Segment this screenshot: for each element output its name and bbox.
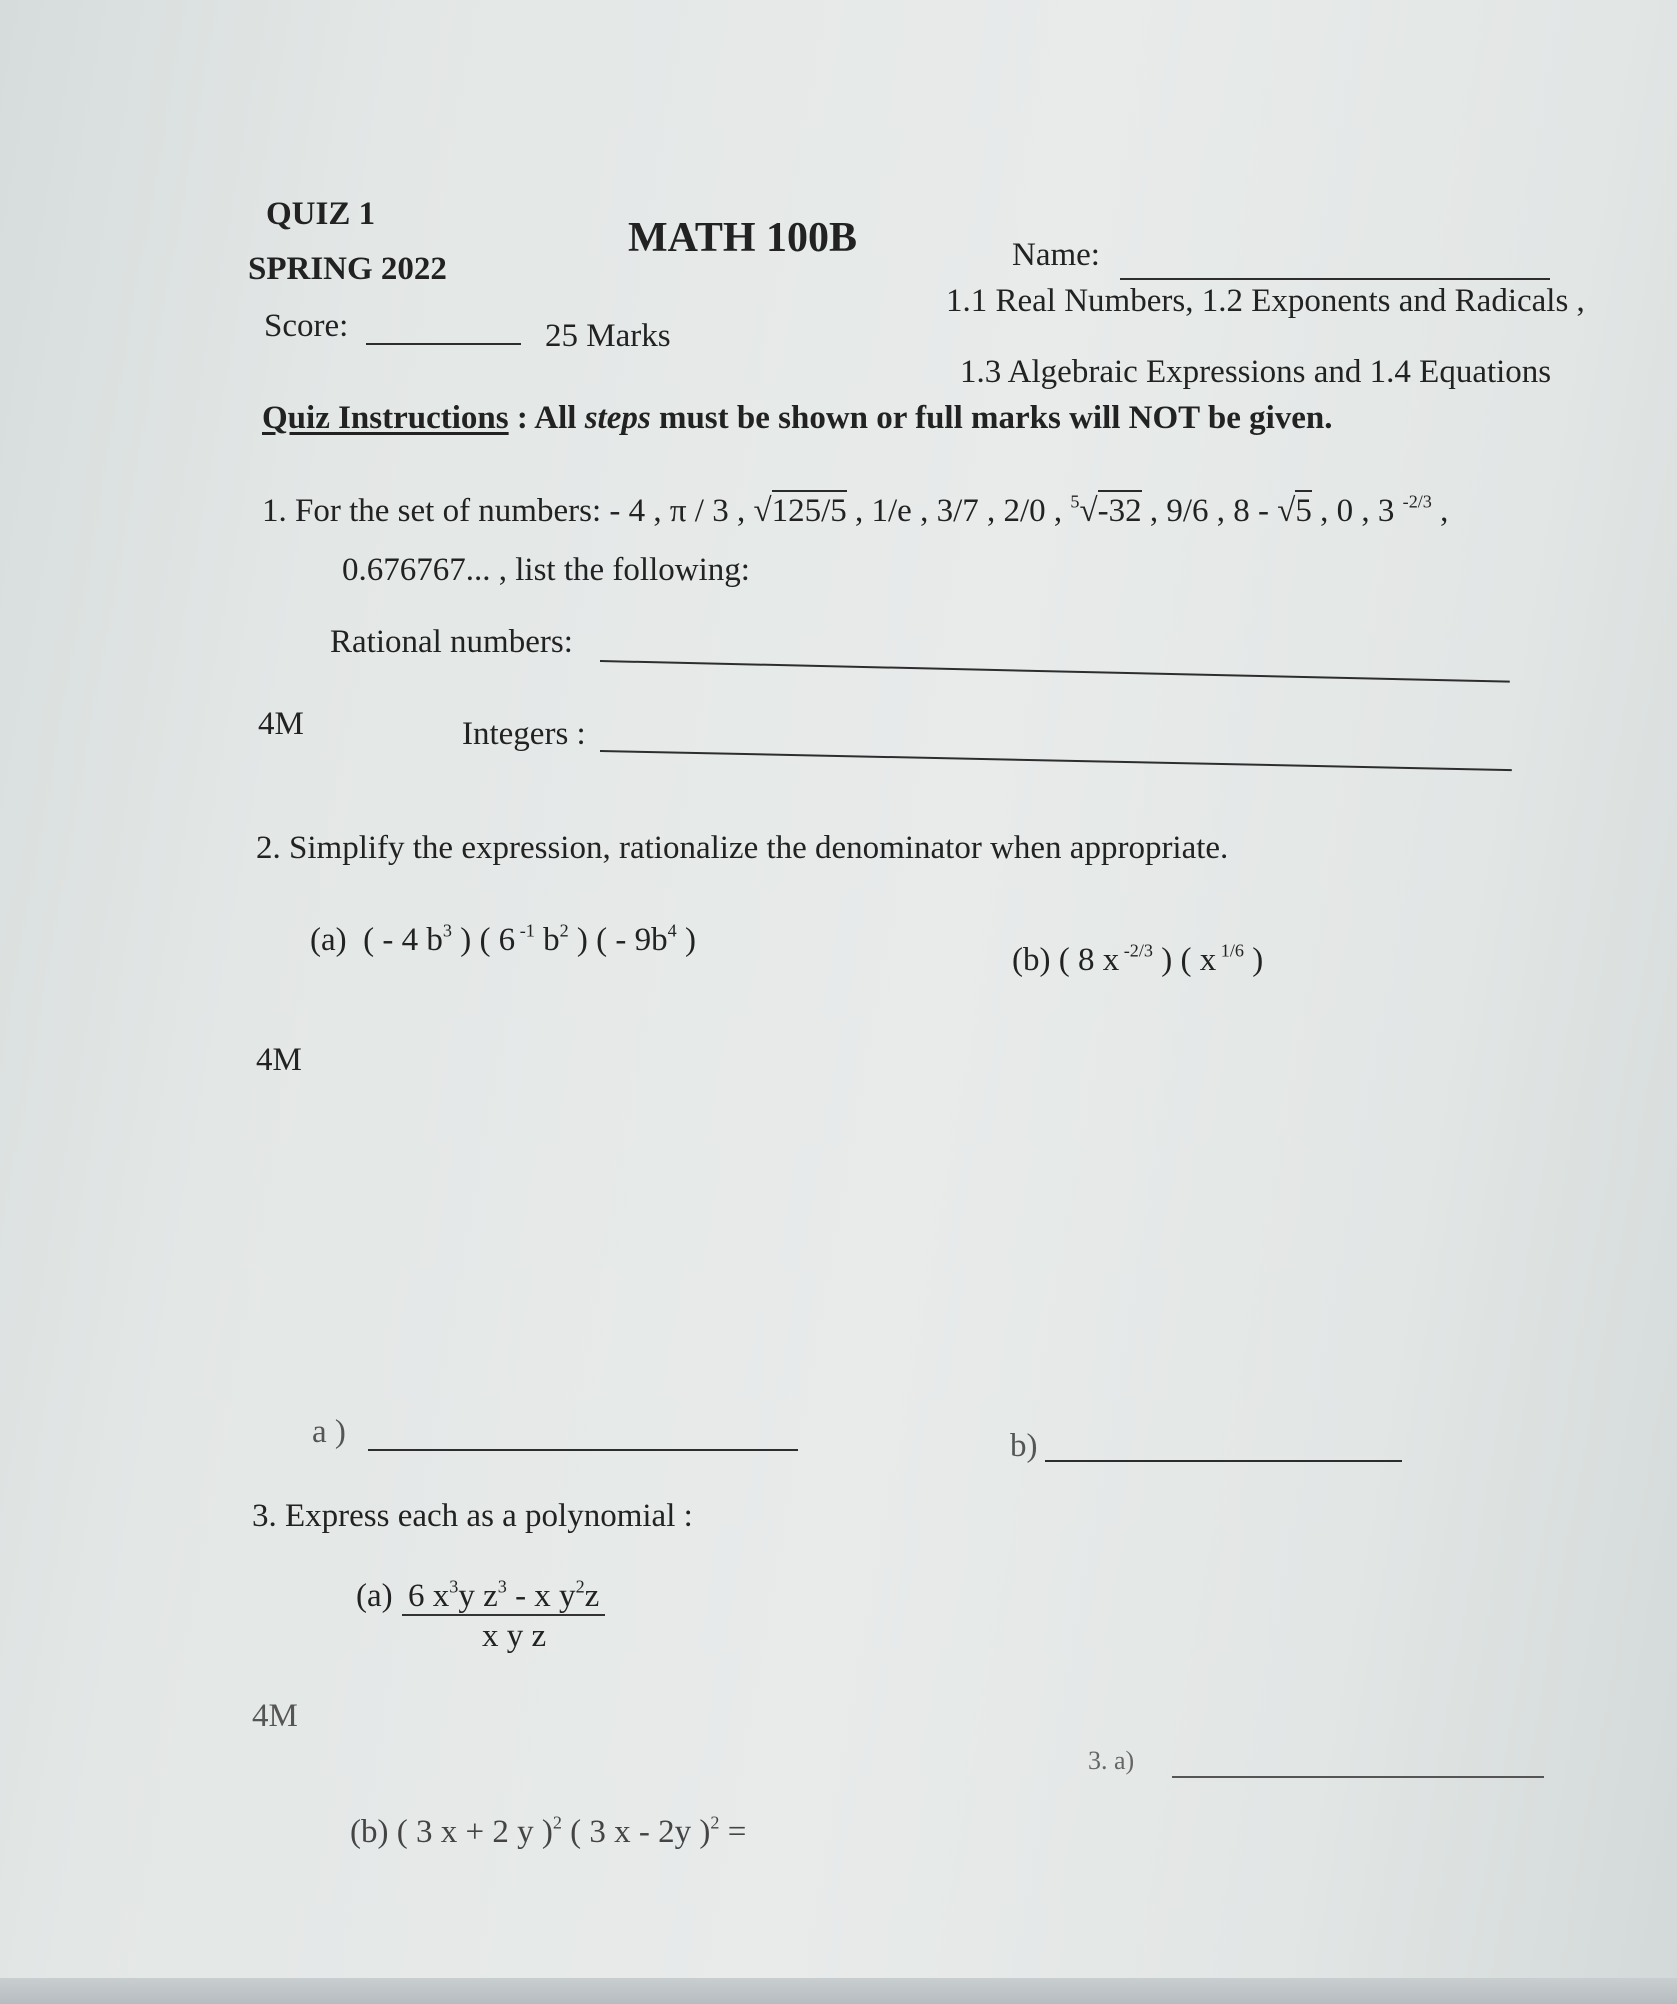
q1-tail: , 0 , 3 bbox=[1311, 493, 1403, 529]
q2b-e1: -2/3 bbox=[1119, 940, 1153, 961]
q3-answer-a-label: 3. a) bbox=[1088, 1746, 1135, 1775]
q3a-denominator: x y z bbox=[482, 1618, 547, 1654]
q3a-numerator bbox=[402, 1578, 605, 1616]
q2-answer-a-field[interactable] bbox=[368, 1449, 798, 1451]
instructions-sep: : bbox=[508, 400, 535, 436]
q2a-e3: 2 bbox=[559, 920, 569, 941]
topics-line-1: 1.1 Real Numbers, 1.2 Exponents and Radicals , bbox=[946, 283, 1585, 319]
q1-marks: 4M bbox=[258, 706, 304, 742]
q2a-p2: ) ( 6 bbox=[451, 922, 516, 958]
q1-prefix: For the set of numbers: - 4 , π / 3 , bbox=[295, 493, 754, 529]
q2b-e2: 1/6 bbox=[1216, 940, 1244, 961]
q2a-p4: ) ( - 9b bbox=[568, 922, 668, 958]
term: SPRING 2022 bbox=[248, 251, 447, 287]
q3a-num-p1: 6 x bbox=[408, 1578, 450, 1614]
quiz-number: QUIZ 1 bbox=[266, 196, 376, 232]
instructions bbox=[262, 400, 1333, 438]
q3b-expression bbox=[350, 1814, 746, 1852]
q2a-p1: ( - 4 b bbox=[363, 922, 443, 958]
course-title: MATH 100B bbox=[628, 215, 858, 261]
q1-mid: , 1/e , 3/7 , 2/0 , bbox=[846, 493, 1071, 529]
q2-title: 2. Simplify the expression, rationalize the denominator when appropriate. bbox=[256, 830, 1229, 866]
instructions-steps: steps bbox=[584, 400, 651, 436]
q1-number: 1. bbox=[262, 493, 287, 529]
instructions-text-b: must be shown or full marks will NOT be given. bbox=[650, 400, 1333, 436]
q2-answer-b-field[interactable] bbox=[1045, 1460, 1402, 1462]
root-icon: √ bbox=[1079, 493, 1098, 529]
rational-numbers-label: Rational numbers: bbox=[330, 624, 573, 660]
q2b-p1: ( 8 x bbox=[1050, 942, 1120, 978]
q3-answer-a-field[interactable] bbox=[1172, 1776, 1544, 1778]
q2-answer-a-label: a ) bbox=[312, 1414, 346, 1450]
q1-tail-exp: -2/3 bbox=[1402, 491, 1432, 512]
integers-label: Integers : bbox=[462, 716, 586, 752]
q3b-label: (b) bbox=[350, 1814, 389, 1850]
q3a-num-e1: 3 bbox=[449, 1576, 459, 1597]
q3-marks: 4M bbox=[252, 1698, 298, 1734]
sqrt5-icon: √ bbox=[1277, 493, 1296, 529]
q2a-e2: -1 bbox=[515, 920, 535, 941]
score-field[interactable] bbox=[366, 343, 521, 345]
q1-line-2: 0.676767... , list the following: bbox=[342, 552, 750, 588]
rational-numbers-field[interactable] bbox=[600, 660, 1510, 683]
q3-title: 3. Express each as a polynomial : bbox=[252, 1498, 693, 1534]
q3b-p3: = bbox=[719, 1814, 747, 1850]
q3a-num-p3: - x y bbox=[506, 1578, 576, 1614]
name-field[interactable] bbox=[1120, 278, 1550, 280]
q2a-e1: 3 bbox=[442, 920, 452, 941]
q1-number-set bbox=[262, 493, 1448, 531]
q2-marks: 4M bbox=[256, 1042, 302, 1078]
q1-root-arg: -32 bbox=[1098, 490, 1142, 529]
q1-after-root: , 9/6 , 8 - bbox=[1141, 493, 1278, 529]
q2b-expression bbox=[1012, 942, 1263, 980]
q1-root-index: 5 bbox=[1070, 491, 1080, 512]
q1-sqrt5: 5 bbox=[1295, 490, 1312, 529]
score-label: Score: bbox=[264, 308, 349, 344]
q3a-num-p2: y z bbox=[458, 1578, 498, 1614]
topics-line-2: 1.3 Algebraic Expressions and 1.4 Equations bbox=[960, 354, 1552, 390]
q2a-p3: b bbox=[534, 922, 560, 958]
q3a-num-e2: 3 bbox=[497, 1576, 507, 1597]
q3b-e1: 2 bbox=[552, 1812, 562, 1833]
sqrt-icon: √ bbox=[753, 493, 772, 529]
q3b-p1: ( 3 x + 2 y ) bbox=[388, 1814, 553, 1850]
instructions-text-a: All bbox=[534, 400, 585, 436]
q2-answer-b-label: b) bbox=[1010, 1428, 1038, 1464]
name-label: Name: bbox=[1012, 237, 1100, 273]
q1-sqrt-arg: 125/5 bbox=[772, 490, 847, 529]
total-marks: 25 Marks bbox=[545, 318, 671, 354]
q2a-expression bbox=[310, 922, 696, 960]
q3a-label: (a) bbox=[356, 1578, 393, 1614]
q3a-num-e3: 2 bbox=[575, 1576, 585, 1597]
q3b-p2: ( 3 x - 2y ) bbox=[561, 1814, 711, 1850]
q2b-label: (b) bbox=[1012, 942, 1051, 978]
q3b-e2: 2 bbox=[710, 1812, 720, 1833]
page-bottom-shadow bbox=[0, 1978, 1677, 2004]
q2a-p5: ) bbox=[676, 922, 696, 958]
q2a-e4: 4 bbox=[667, 920, 677, 941]
q2b-p2: ) ( x bbox=[1153, 942, 1217, 978]
q2b-p3: ) bbox=[1243, 942, 1264, 978]
q1-tail-end: , bbox=[1431, 493, 1449, 529]
integers-field[interactable] bbox=[600, 750, 1512, 771]
q2a-label: (a) bbox=[310, 922, 347, 958]
q3a-num-p4: z bbox=[584, 1578, 600, 1614]
instructions-label: Quiz Instructions bbox=[262, 400, 509, 436]
